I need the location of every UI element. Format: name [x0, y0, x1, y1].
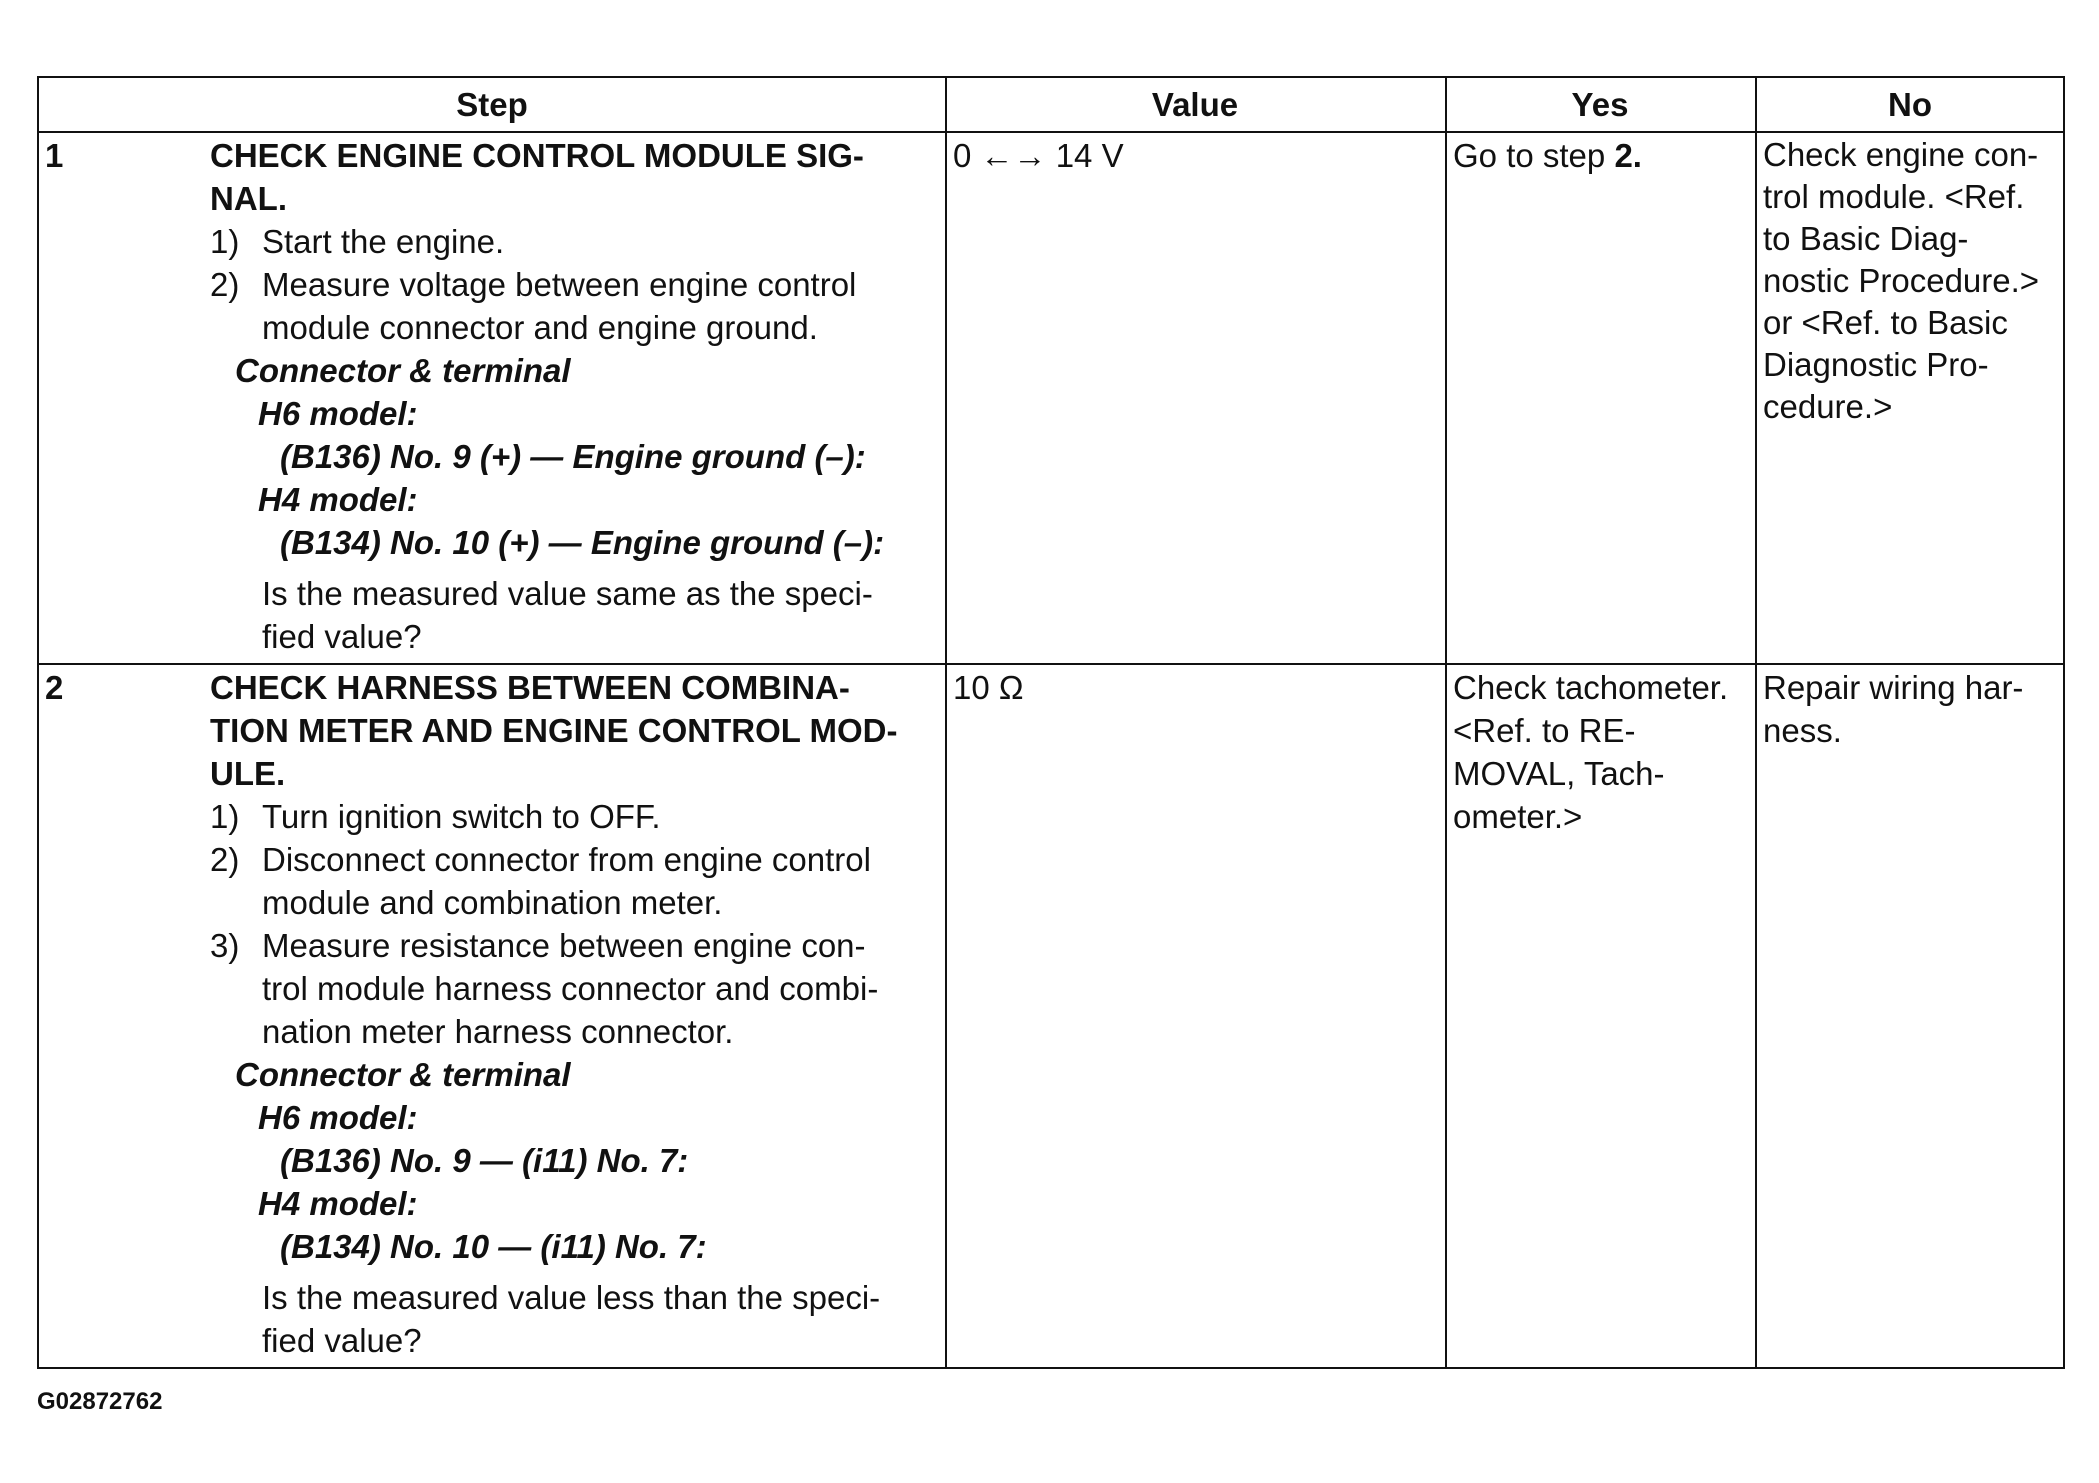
- list-text: Disconnect connector from engine control: [262, 841, 871, 878]
- value-cell: 10 Ω: [953, 669, 1024, 706]
- column-divider: [1755, 78, 1757, 1367]
- step-title: NAL.: [210, 180, 287, 217]
- yes-text: Check tachometer.: [1453, 669, 1729, 706]
- list-item: [210, 263, 940, 349]
- yes-text: MOVAL, Tach-: [1453, 755, 1665, 792]
- list-number: 1): [210, 798, 240, 835]
- list-item: [210, 220, 940, 263]
- yes-text: Go to step: [1453, 137, 1615, 174]
- list-item: [210, 838, 940, 924]
- no-text: trol module. <Ref.: [1763, 178, 2025, 215]
- step-description: [210, 666, 940, 1362]
- model-name: H4 model:: [258, 1185, 418, 1222]
- model-spec: (B134) No. 10 — (i11) No. 7:: [280, 1228, 707, 1265]
- model-spec: (B136) No. 9 (+) — Engine ground (–):: [280, 438, 866, 475]
- no-text: or <Ref. to Basic: [1763, 304, 2008, 341]
- list-text: Measure voltage between engine control: [262, 266, 857, 303]
- no-text: cedure.>: [1763, 388, 1893, 425]
- list-text: Measure resistance between engine con-: [262, 927, 866, 964]
- step-description: [210, 134, 940, 658]
- question-text: Is the measured value same as the speci-: [262, 575, 873, 612]
- yes-cell: [1453, 134, 1642, 177]
- no-text: Check engine con-: [1763, 136, 2039, 173]
- step-number: 1: [45, 137, 64, 174]
- no-text: Diagnostic Pro-: [1763, 346, 1989, 383]
- yes-text: ometer.>: [1453, 798, 1583, 835]
- model-spec: (B136) No. 9 — (i11) No. 7:: [280, 1142, 689, 1179]
- question-text: fied value?: [262, 1322, 422, 1359]
- step-number: 2: [45, 669, 64, 706]
- list-text: trol module harness connector and combi-: [262, 970, 879, 1007]
- question-text: Is the measured value less than the speci-: [262, 1279, 881, 1316]
- no-text: Repair wiring har-: [1763, 669, 2024, 706]
- no-cell: [1763, 134, 2039, 428]
- yes-text: <Ref. to RE-: [1453, 712, 1636, 749]
- diagnostic-table: [37, 76, 2065, 1369]
- connector-heading: Connector & terminal: [235, 352, 571, 389]
- no-cell: [1763, 666, 2023, 752]
- header-value: Value: [1151, 86, 1239, 123]
- model-name: H6 model:: [258, 395, 418, 432]
- list-item: [210, 795, 940, 838]
- row-divider: [39, 663, 2063, 665]
- list-text: module and combination meter.: [262, 884, 723, 921]
- step-title: ULE.: [210, 755, 286, 792]
- list-item: [210, 924, 940, 1053]
- connector-heading: Connector & terminal: [235, 1056, 571, 1093]
- step-title: CHECK HARNESS BETWEEN COMBINA-: [210, 669, 850, 706]
- model-name: H4 model:: [258, 481, 418, 518]
- step-reference-link[interactable]: 2.: [1614, 137, 1642, 174]
- column-divider: [945, 78, 947, 1367]
- no-text: to Basic Diag-: [1763, 220, 1969, 257]
- list-number: 1): [210, 223, 240, 260]
- step-title: TION METER AND ENGINE CONTROL MOD-: [210, 712, 898, 749]
- list-number: 2): [210, 841, 240, 878]
- step-title: CHECK ENGINE CONTROL MODULE SIG-: [210, 137, 864, 174]
- header-no: No: [1888, 86, 1932, 123]
- header-step: Step: [456, 86, 528, 123]
- question-text: fied value?: [262, 618, 422, 655]
- header-yes: Yes: [1571, 86, 1629, 123]
- value-cell: 0 ←→ 14 V: [953, 137, 1124, 174]
- list-number: 2): [210, 266, 240, 303]
- model-name: H6 model:: [258, 1099, 418, 1136]
- list-text: Start the engine.: [262, 223, 505, 260]
- column-divider: [1445, 78, 1447, 1367]
- model-spec: (B134) No. 10 (+) — Engine ground (–):: [280, 524, 885, 561]
- no-text: nostic Procedure.>: [1763, 262, 2040, 299]
- yes-cell: [1453, 666, 1728, 838]
- list-number: 3): [210, 927, 240, 964]
- list-text: module connector and engine ground.: [262, 309, 818, 346]
- list-text: Turn ignition switch to OFF.: [262, 798, 661, 835]
- list-text: nation meter harness connector.: [262, 1013, 734, 1050]
- figure-id: G02872762: [37, 1388, 163, 1415]
- no-text: ness.: [1763, 712, 1842, 749]
